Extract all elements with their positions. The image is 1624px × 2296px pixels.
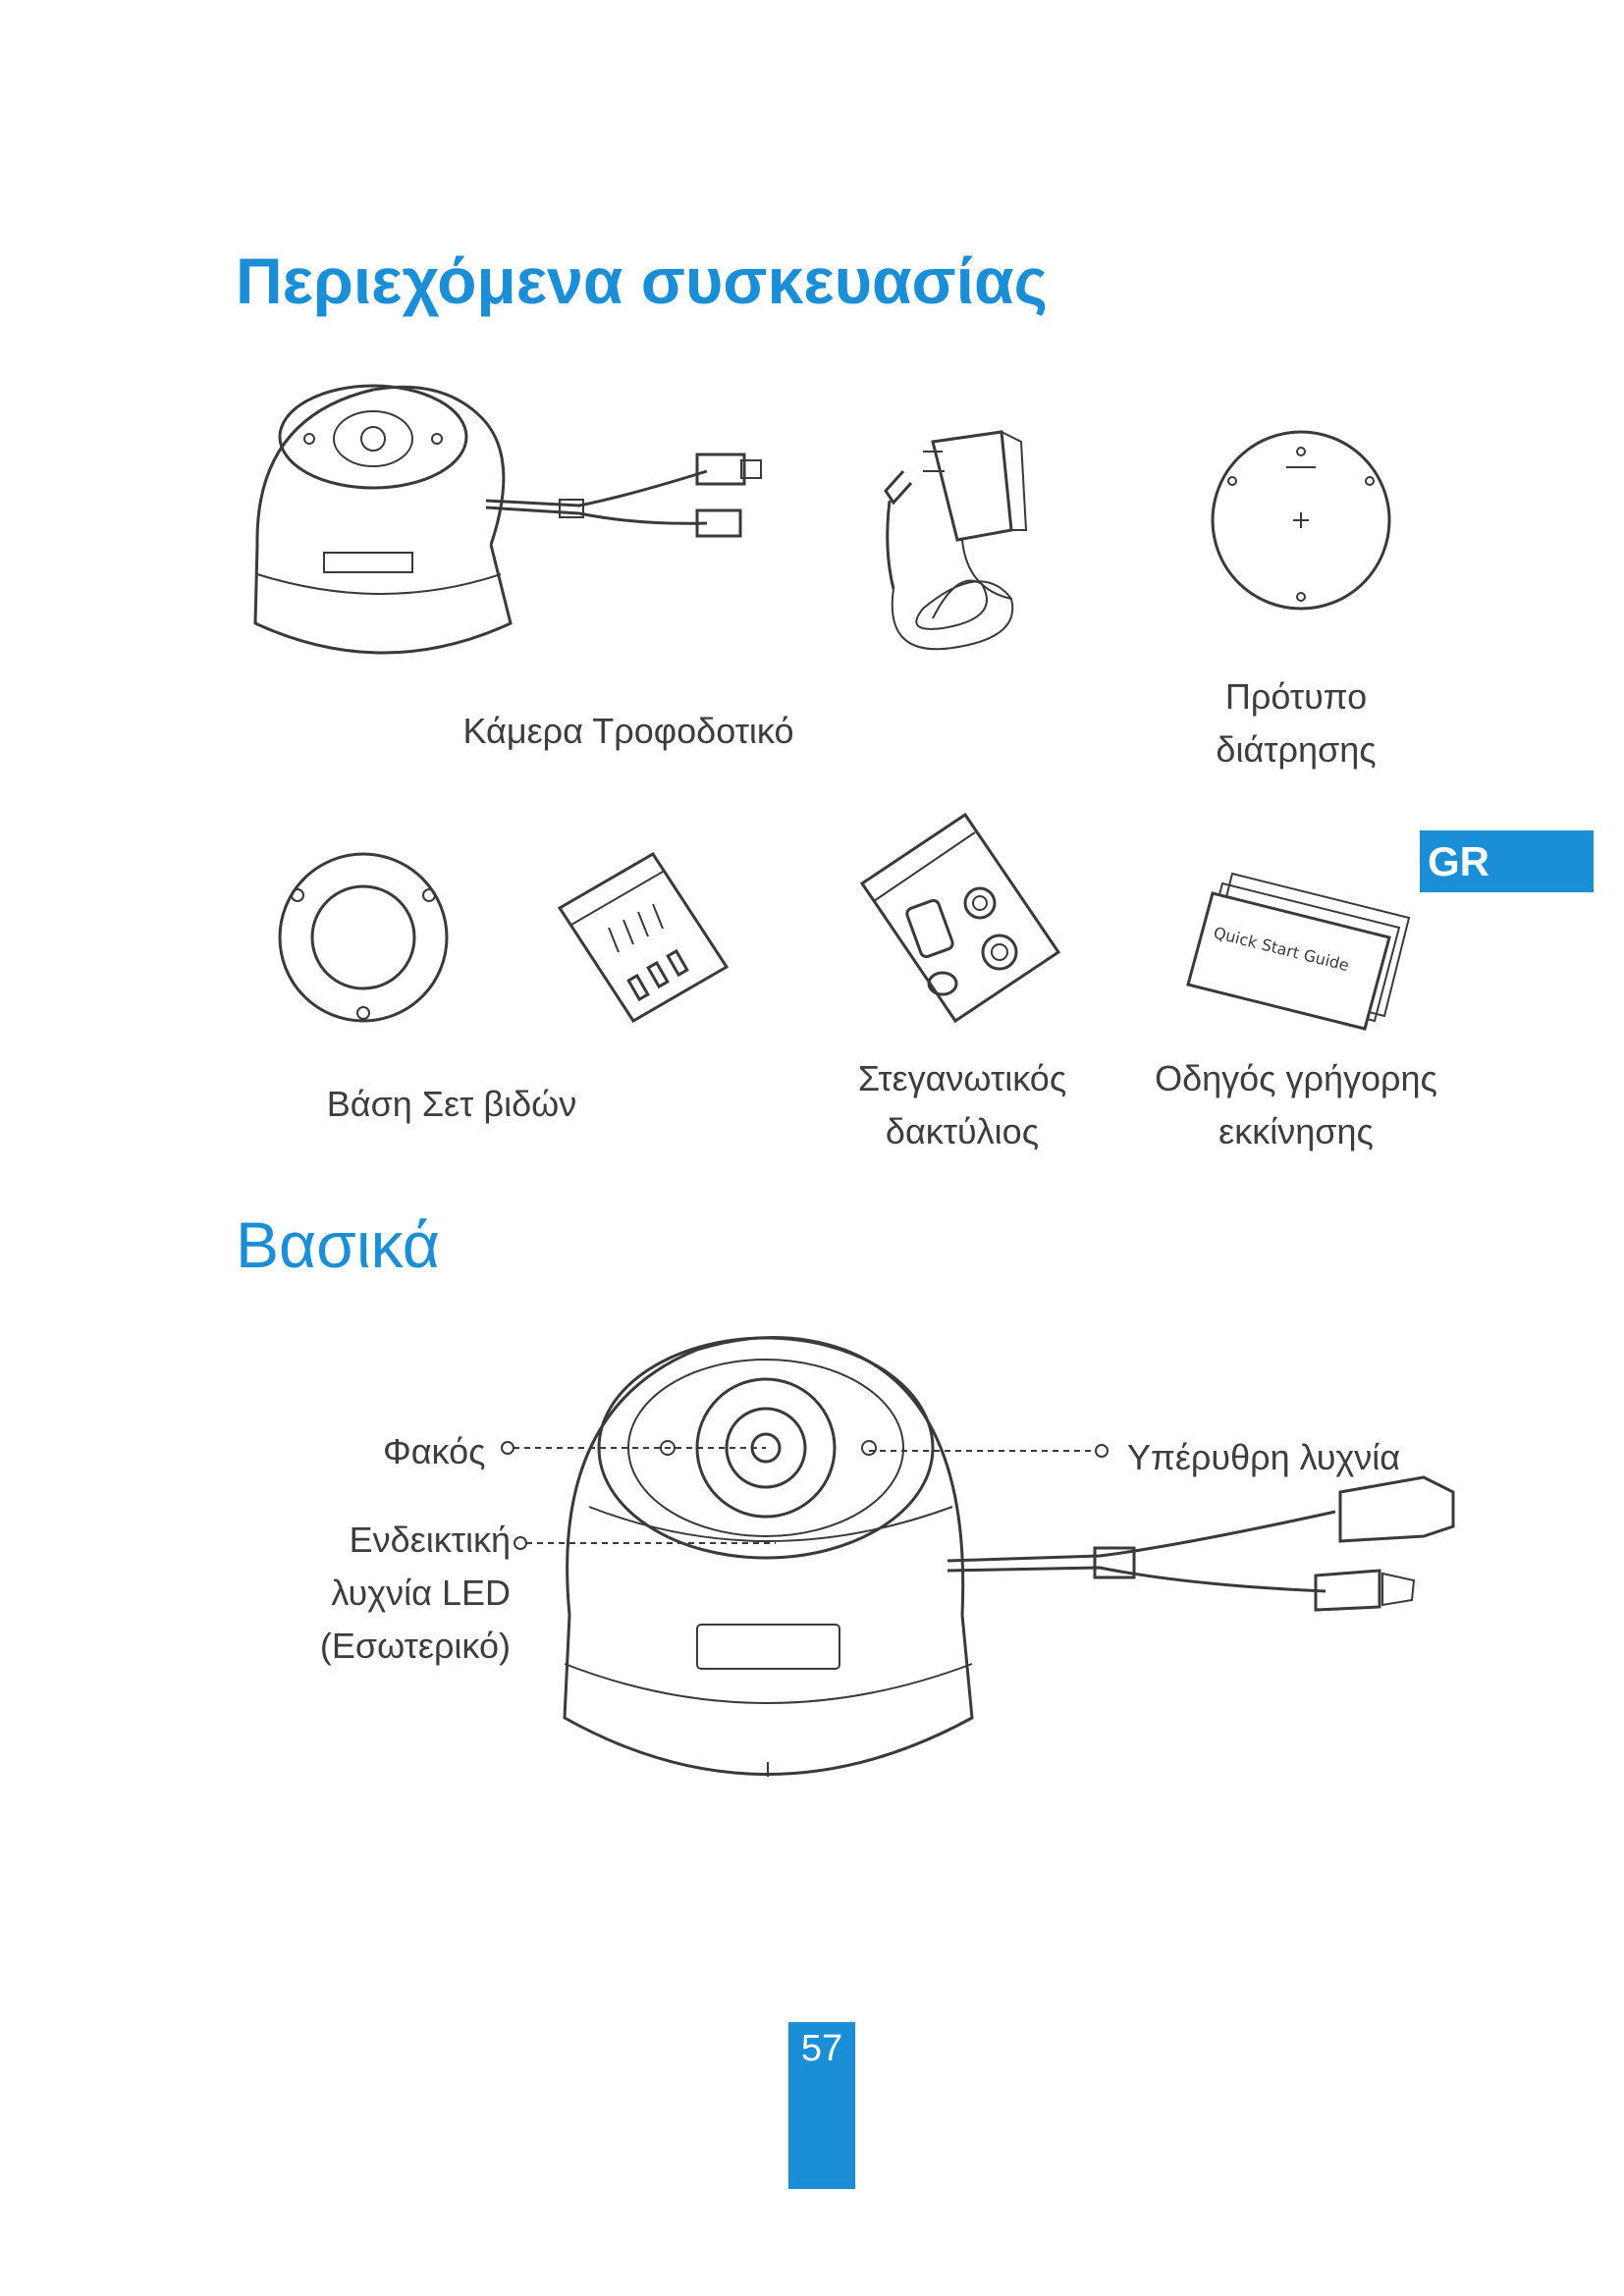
screw-kit-illustration [550, 844, 736, 1031]
camera-basics-illustration [550, 1330, 1492, 1860]
drill-template-illustration [1203, 422, 1399, 618]
power-adapter-illustration [864, 422, 1060, 667]
callout-lens: Φακός [383, 1431, 486, 1471]
caption-camera-power-adapter: Κάμερα Τροφοδοτικό [462, 711, 794, 751]
caption-quick-start-guide: Οδηγός γρήγορης εκκίνησης [1155, 1058, 1437, 1151]
quick-start-guide-illustration [1183, 864, 1419, 1031]
callout-led-indicator: Ενδεικτική λυχνία LED (Εσωτερικό) [319, 1520, 511, 1666]
language-tab: GR [1420, 830, 1594, 892]
guide-cover-text: Quick Start Guide [1212, 923, 1351, 976]
callout-ir-light: Υπέρυθρη λυχνία [1127, 1437, 1401, 1477]
mounting-base-illustration [270, 844, 457, 1031]
caption-waterproof-ring: Στεγανωτικός δακτύλιος [857, 1058, 1067, 1151]
section-title-basics: Βασικά [236, 1208, 440, 1281]
camera-illustration [245, 378, 795, 682]
caption-base-screw-kit: Βάση Σετ βιδών [326, 1084, 577, 1124]
section-title-package-contents: Περιεχόμενα συσκευασίας [236, 244, 1048, 317]
caption-drill-template: Πρότυπο διάτρησης [1216, 676, 1377, 770]
waterproof-ring-illustration [852, 805, 1068, 1041]
page-number: 57 [800, 2028, 843, 2069]
